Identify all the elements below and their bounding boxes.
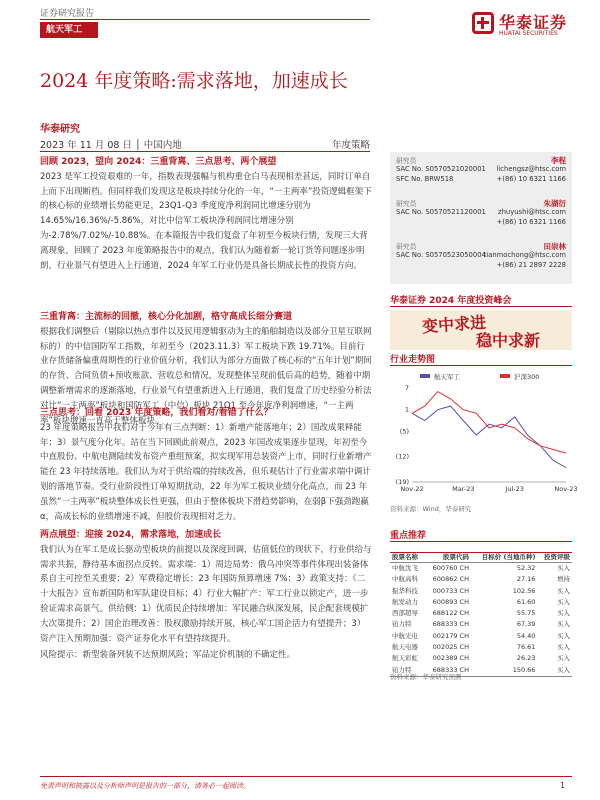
section-heading: 三点思考：回看 2023 年度策略，我们看对/看错了什么？	[40, 408, 273, 418]
legend-swatch	[500, 374, 510, 378]
table-header-row	[390, 553, 572, 563]
analyst-sac: SAC No. S0570523050004	[396, 251, 486, 259]
section-text: 23 年度策略报告中我们对于今年有三点判断：1）新增产能落地年；2）国改成果释能年；3）景气度分化年。站在当下回顾此前观点，2023 年国改成果逐步显现，年初至今中直股份、中航电测陆续发布资产重组预案，拟实现军用总装资产上市，同时行业新增产能在 23 年持续落地。我们认为对于供给端的持续改善，但乐观估计了行业需求端中调计划的落地节奏。受行业阶段性订单短期扰动，22 年为军工板块业绩分化高点，而 23 年虽然“一主两率”板块整体成长性更强，但由于整体板块下滑趋势影响，在弱β下强劲跑赢 α，高成长标的业绩增速不减，但股价表现相对乏力。	[40, 422, 372, 522]
analyst-entry	[396, 198, 566, 241]
date-line	[40, 137, 370, 151]
table-cell: 688122 CH	[432, 609, 469, 618]
trend-chart-svg	[390, 370, 578, 500]
table-cell: 买入	[557, 597, 570, 606]
table-cell: 002025 CH	[432, 643, 469, 652]
table-cell: 61.60	[516, 597, 536, 606]
table-cell: 688333 CH	[432, 665, 469, 674]
table-cell: 55.75	[516, 609, 536, 618]
logo-text-cn: 华泰证券	[499, 13, 568, 32]
table-cell: 002179 CH	[432, 631, 469, 640]
table-cell: 买入	[557, 586, 570, 595]
section-thoughts	[40, 406, 372, 524]
table-cell: 中航沈飞	[392, 564, 418, 572]
series-line-aerospace	[412, 406, 566, 467]
y-tick-label: (19)	[395, 478, 409, 486]
table-cell: 67.39	[516, 620, 536, 629]
table-cell: 26.23	[516, 654, 536, 663]
table-cell: 150.66	[512, 665, 536, 674]
table-cell: 西部超导	[392, 609, 418, 618]
table-cell: 600862 CH	[432, 575, 469, 584]
table-cell: 买入	[557, 643, 570, 652]
x-tick-label: Nov-22	[400, 485, 424, 493]
summit-divider	[390, 306, 572, 307]
section-heading: 三重背离：主流标的回撤，核心分化加剧，格守高成长细分赛道	[40, 312, 293, 322]
series-line-csi300	[412, 392, 566, 454]
section-outlook	[40, 528, 372, 646]
table-cell: 航天电器	[392, 643, 418, 652]
table-cell: 中航光电	[392, 631, 418, 640]
table-row	[390, 653, 572, 664]
legend-swatch	[420, 374, 430, 378]
analyst-email[interactable]: tianmochong@htsc.com	[483, 251, 566, 259]
table-cell: 铂力特	[392, 665, 412, 674]
research-org: 华泰研究	[40, 124, 80, 135]
table-cell: 买入	[557, 609, 570, 618]
table-cell: 000733 CH	[432, 586, 469, 595]
y-tick-label: 7	[404, 384, 409, 392]
trend-chart	[390, 370, 578, 500]
table-cell: 买入	[557, 665, 570, 674]
header-divider	[40, 19, 370, 20]
table-row	[390, 619, 572, 630]
meta-divider	[40, 151, 370, 152]
analyst-name: 田崇林	[543, 242, 566, 251]
table-header: 股票名称	[392, 553, 418, 561]
x-tick-label: Jul-23	[505, 485, 524, 493]
table-row	[390, 586, 572, 597]
recommendation-table	[390, 552, 572, 677]
table-cell: 54.40	[516, 631, 536, 640]
table-cell: 52.32	[516, 564, 536, 572]
summit-banner[interactable]	[390, 310, 572, 350]
y-tick-label: 1	[404, 405, 409, 414]
analyst-entry	[396, 155, 566, 198]
table-cell: 航天彩虹	[392, 654, 418, 663]
logo	[472, 10, 572, 42]
table-cell: 买入	[557, 654, 570, 663]
footer-divider	[40, 776, 572, 777]
analyst-role: 研究员	[396, 157, 417, 165]
summit-title: 华泰证券 2024 年度投资峰会	[390, 296, 512, 306]
rec-source: 资料来源：华泰研究预测	[390, 673, 462, 681]
table-cell: 27.16	[516, 575, 536, 584]
analyst-phone: +(86) 10 6321 1166	[496, 175, 566, 183]
section-heading: 回顾 2023，望向 2024：三重背离、三点思考、两个展望	[40, 157, 277, 167]
summit-calligraphy-1: 变中求进	[421, 312, 487, 337]
table-cell: 102.56	[512, 586, 536, 595]
risk-warning: 风险提示：新型装备列装不达预期风险；军品定价机制的不确定性。	[40, 650, 296, 660]
trend-divider	[390, 365, 572, 366]
table-cell: 航发动力	[392, 597, 418, 606]
table-row	[390, 642, 572, 653]
table-cell: 铂力特	[392, 620, 412, 629]
table-cell: 增持	[557, 575, 570, 584]
table-cell: 002389 CH	[432, 654, 469, 663]
section-text: 2023 是军工投资艰难的一年，指数表现强幅与机构重仓白马表现相差甚远，同时订单自上而下出现断档。但同样我们发现这是板块持续分化的一年，“一主两率”投资逻辑框架下的核心标的业绩增长势能更足，23Q1-Q3 季度度净利润同比增速分别为 14.65%/16.36%/-5.86%，对比中信军工板块净利润同比增速分别为-2.78%/7.02%/-10.88%。在本篇报告中我们复盘了年初至今板块行情，发现三大背离现象，回顾了 2023 年度策略报告中的观点，我们认为随着新一轮订货等问题逐步明朗，行业景气有望进入上行通道，2024 年军工行业仍是具备长期成长性的投资方向。	[40, 171, 372, 271]
page-number: 1	[560, 781, 566, 790]
analyst-entry	[396, 241, 566, 284]
disclaimer: 免责声明和披露以及分析师声明是报告的一部分，请务必一起阅读。	[40, 782, 250, 790]
x-tick-label: Nov-23	[554, 485, 578, 493]
y-tick-label: (5)	[399, 427, 409, 436]
table-row	[390, 574, 572, 585]
section-heading: 两点展望：迎接 2024，需求落地，加速成长	[40, 530, 222, 540]
document-type: 证券研究报告	[40, 9, 95, 19]
table-row	[390, 597, 572, 608]
x-tick-label: Mar-23	[452, 485, 475, 493]
table-header: 目标价 (当地币种)	[481, 553, 536, 561]
section-text: 根据我们调整后（剔除以热点事件以及民用逻辑驱动为主的船舶制造以及部分卫星互联网标的）的中信国防军工指数，年初至今（2023.11.3）军工板块下跌 19.71%。目前行业存货储备偏重周期性的行业价值分析，我们认为部分方面做了核心标的“五年计划”期间的存货、合同负债+预收账款、营收总和情况，发现整体呈现前低后高的趋势，随着中期调整新增需求的逐渐落地，行业景气有望重新进入上行通道，我们复盘了历史经验分析法对比“一主两率”板块和国防军工（中信）板块 21Q1 至今年度净利润增速，“一主两率”板块增速一直高于整体板块。	[40, 326, 372, 426]
logo-mark-icon	[472, 12, 494, 34]
analyst-sfc: SFC No. BRW518	[396, 175, 454, 183]
rec-title: 重点推荐	[390, 531, 427, 541]
trend-title: 行业走势图	[390, 355, 436, 365]
table-cell: 买入	[557, 631, 570, 640]
table-cell: 振华科技	[392, 586, 418, 595]
analyst-role: 研究员	[396, 243, 417, 251]
analyst-phone: +(86) 21 2897 2228	[496, 261, 566, 269]
table-header: 股票代码	[442, 553, 469, 561]
analyst-sac: SAC No. S0570521120001	[396, 208, 486, 216]
analyst-sac: SAC No. S0570521020001	[396, 165, 486, 173]
table-header: 投资评级	[544, 553, 570, 561]
analyst-name: 朱湖衍	[543, 199, 566, 208]
logo-text-en: HUATAI SECURITIES	[499, 30, 558, 37]
table-cell: 76.61	[516, 643, 536, 652]
table-row	[390, 563, 572, 575]
rec-divider	[390, 541, 572, 542]
analyst-name: 李程	[551, 156, 566, 165]
table-cell: 中航高科	[392, 575, 418, 584]
table-cell: 600760 CH	[432, 564, 469, 572]
table-row	[390, 631, 572, 642]
sector-badge: 航天军工	[40, 22, 98, 38]
analyst-phone: +(86) 10 6321 1166	[496, 218, 566, 226]
summit-calligraphy-2: 稳中求新	[476, 331, 541, 350]
legend-label: 沪深300	[514, 373, 540, 381]
analyst-box	[390, 152, 572, 284]
section-review	[40, 155, 372, 273]
analyst-email[interactable]: lichengsz@htsc.com	[496, 165, 566, 173]
table-row	[390, 608, 572, 619]
table-cell: 买入	[557, 620, 570, 629]
legend-label: 航天军工	[434, 373, 460, 381]
analyst-email[interactable]: zhuyushi@htsc.com	[498, 208, 566, 216]
table-cell: 600893 CH	[432, 597, 469, 606]
report-title: 2024 年度策略:需求落地，加速成长	[40, 70, 348, 92]
table-cell: 688333 CH	[432, 620, 469, 629]
y-tick-label: (12)	[395, 452, 409, 461]
date-region: 2023 年 11 月 08 日 │ 中国内地	[40, 140, 182, 151]
report-type: 年度策略	[331, 140, 370, 151]
analyst-role: 研究员	[396, 200, 417, 208]
table-cell: 买入	[557, 564, 570, 572]
section-text: 我们认为在军工是成长驱动型板块的前提以及深度回调，估值低位的现状下，行业供给与需求共振，静待基本面拐点反转。需求端：1）周边局势：俄乌冲突等事件体现出装备体系自主可控至关重要；2）军费稳定增长：23 年国防预算增速 7%；3）政策支持：《二十大报告》宣布新国防和军队建设目标；4）行业大幅扩产：军工行业以锁定产，进一步验证需求高景气。供给侧：1）优质民企持续增加：军民融合纵深发展，民企配套规模扩大次第提升；2）国企治理改善：股权激励持续开展，核心军工国企活力有望提升；3）资产注入预期加强：资产证券化水平有望持续提升。	[40, 544, 372, 644]
trend-source: 资料来源：Wind，华泰研究	[390, 505, 472, 513]
